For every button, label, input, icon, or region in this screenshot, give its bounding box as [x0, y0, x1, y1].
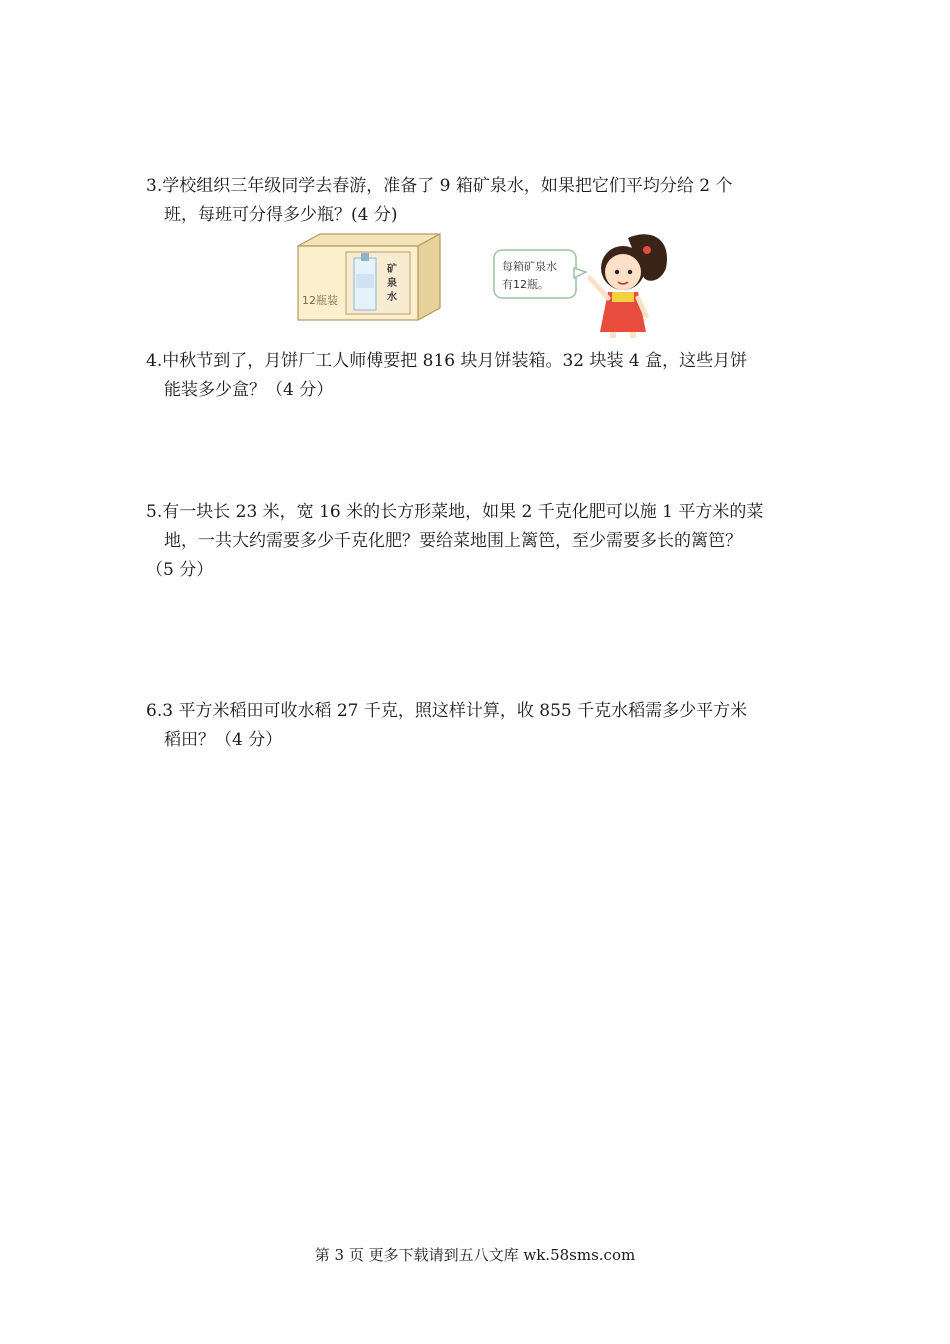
- question-text: 3 平方米稻田可收水稻 27 千克，照这样计算，收 855 千克水稻需多少平方米: [162, 701, 748, 721]
- speech-text: 每箱矿泉水: [502, 260, 557, 273]
- question-number: 4.: [146, 351, 163, 371]
- box-tag-char: 泉: [387, 278, 397, 289]
- question-text: 中秋节到了，月饼厂工人师傅要把 816 块月饼装箱。32 块装 4 盒，这些月饼: [162, 351, 748, 371]
- box-tag-char: 水: [387, 292, 397, 303]
- question-number: 5.: [146, 502, 163, 522]
- question-text: 能装多少盒？（4 分）: [164, 380, 334, 400]
- question-text: 稻田？（4 分）: [164, 730, 283, 750]
- speech-text: 有12瓶。: [502, 278, 549, 291]
- box-tag-char: 矿: [387, 264, 397, 275]
- box-label: 12瓶装: [302, 294, 338, 307]
- question-3: [146, 172, 826, 230]
- question-number: 6.: [146, 701, 163, 721]
- question-number: 3.: [146, 176, 163, 196]
- question-text: 有一块长 23 米，宽 16 米的长方形菜地，如果 2 千克化肥可以施 1 平方米的菜: [162, 502, 764, 522]
- water-box: [298, 234, 440, 320]
- question-4: [146, 347, 826, 405]
- question-text: 地，一共大约需要多少千克化肥？要给菜地围上篱笆，至少需要多长的篱笆？: [164, 531, 742, 551]
- question-text: 学校组织三年级同学去春游，准备了 9 箱矿泉水，如果把它们平均分给 2 个: [162, 176, 733, 196]
- water-box-illustration: [290, 228, 680, 340]
- question-text: （5 分）: [146, 560, 214, 580]
- question-text: 班，每班可分得多少瓶？(4 分): [164, 205, 398, 225]
- question-6: [146, 697, 826, 755]
- girl-icon: [590, 234, 667, 338]
- page-footer: 第 3 页 更多下载请到五八文库 wk.58sms.com: [314, 1246, 636, 1264]
- question-5: [146, 498, 826, 585]
